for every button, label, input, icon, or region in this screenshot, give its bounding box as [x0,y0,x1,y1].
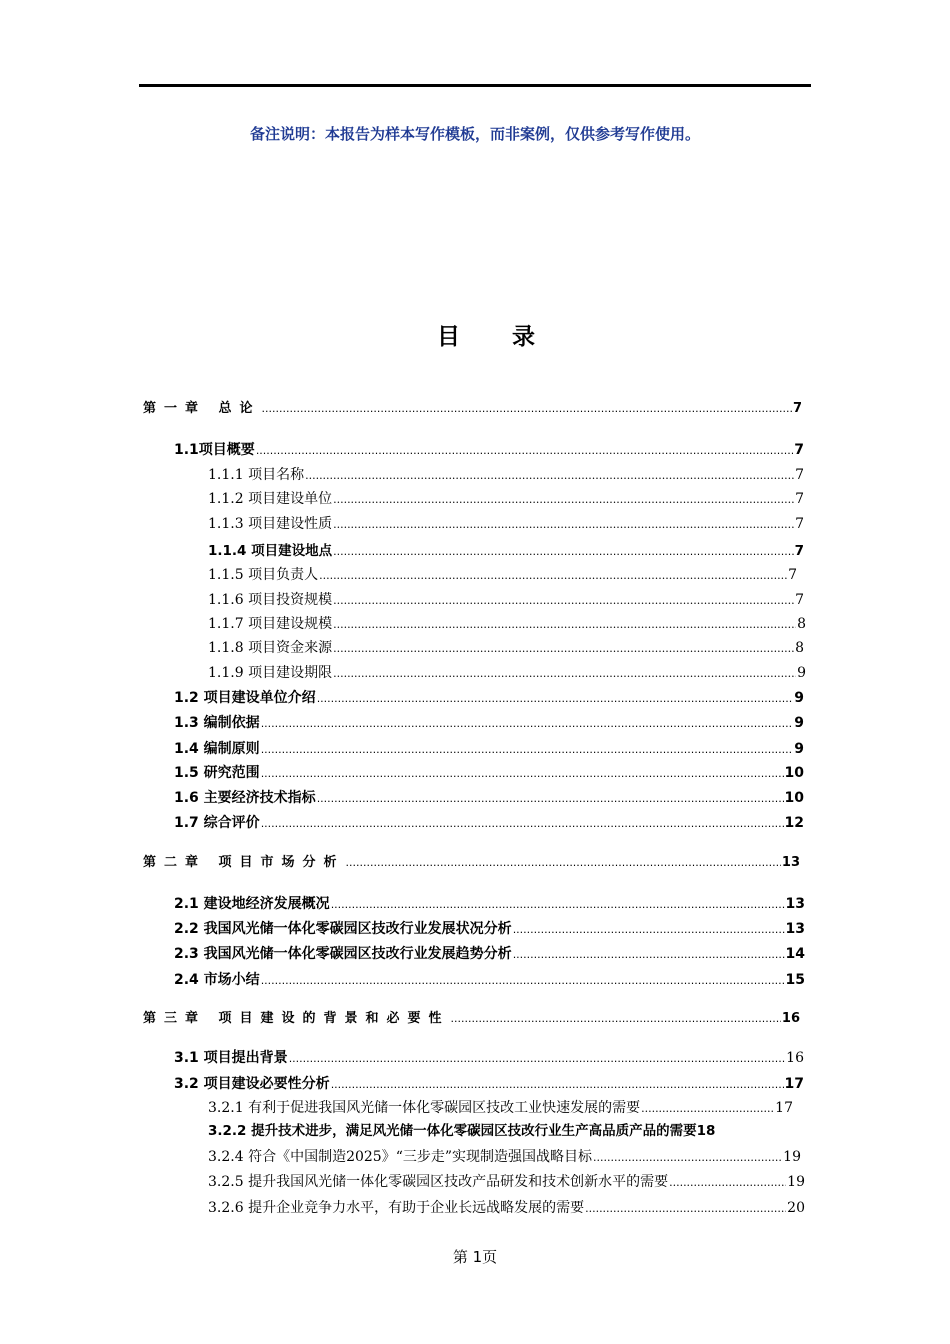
toc-entry[interactable]: 1.1项目概要 ..... 7 [174,439,804,459]
toc-entry[interactable]: 1.2 项目建设单位介绍 ..... 9 [174,687,804,707]
template-note: 备注说明：本报告为样本写作模板，而非案例，仅供参考写作使用。 [249,125,700,143]
toc-entry[interactable]: 2.2 我国风光储一体化零碳园区技改行业发展状况分析 ..... 13 [174,918,805,938]
toc-entry[interactable]: 3.2.5 提升我国风光储一体化零碳园区技改产品研发和技术创新水平的需要 ..... 19 [208,1171,805,1191]
toc-entry[interactable]: 2.1 建设地经济发展概况 ..... 13 [174,893,805,913]
toc-entry[interactable]: 1.1.7 项目建设规模 ..... 8 [208,613,806,633]
toc-entry[interactable]: 1.1.2 项目建设单位 ..... 7 [208,488,804,508]
toc-entry[interactable]: 3.2.1 有利于促进我国风光储一体化零碳园区技改工业快速发展的需要 ..... 17 [208,1097,793,1117]
toc-entry[interactable]: 3.2.6 提升企业竞争力水平，有助于企业长远战略发展的需要 ..... 20 [208,1197,805,1217]
toc-entry[interactable]: 3.1 项目提出背景 ..... 16 [174,1047,804,1067]
toc-entry[interactable]: 2.4 市场小结 ..... 15 [174,969,805,989]
toc-entry[interactable]: 3.2 项目建设必要性分析 ..... 17 [174,1073,804,1093]
toc-entry[interactable]: 1.5 研究范围 ..... 10 [174,762,804,782]
toc-entry[interactable]: 2.3 我国风光储一体化零碳园区技改行业发展趋势分析 ..... 14 [174,943,805,963]
toc-entry[interactable]: 第三章 项目建设的背景和必要性 ..... 16 [143,1007,800,1026]
page-number: 第 1页 [452,1248,498,1266]
toc-entry[interactable]: 1.1.4 项目建设地点 ..... 7 [208,539,804,559]
toc-entry[interactable]: 1.7 综合评价 ..... 12 [174,812,804,832]
toc-entry[interactable]: 1.1.6 项目投资规模 ..... 7 [208,589,804,609]
header-rule [139,84,811,87]
toc-entry[interactable]: 1.1.3 项目建设性质 ..... 7 [208,513,804,533]
toc-entry[interactable]: 1.1.8 项目资金来源 ..... 8 [208,637,804,657]
toc-entry[interactable]: 1.6 主要经济技术指标 ..... 10 [174,787,804,807]
toc-entry[interactable]: 第二章 项目市场分析 ..... 13 [143,851,800,870]
toc-entry[interactable]: 1.3 编制依据 ..... 9 [174,712,804,732]
toc-title: 目 录 [436,323,557,350]
toc-entry[interactable]: 1.4 编制原则 ..... 9 [174,738,804,758]
toc-entry[interactable]: 3.2.2 提升技术进步，满足风光储一体化零碳园区技改行业生产高品质产品的需要 18 [208,1123,716,1139]
toc-entry[interactable]: 1.1.9 项目建设期限 ..... 9 [208,662,806,682]
toc-entry[interactable]: 第一章 总论 ..... 7 [143,397,802,416]
toc-entry[interactable]: 1.1.5 项目负责人 ..... 7 [208,564,797,584]
toc-entry[interactable]: 1.1.1 项目名称 ..... 7 [208,464,804,484]
toc-entry[interactable]: 3.2.4 符合《中国制造2025》“三步走”实现制造强国战略目标 ..... 19 [208,1146,801,1166]
